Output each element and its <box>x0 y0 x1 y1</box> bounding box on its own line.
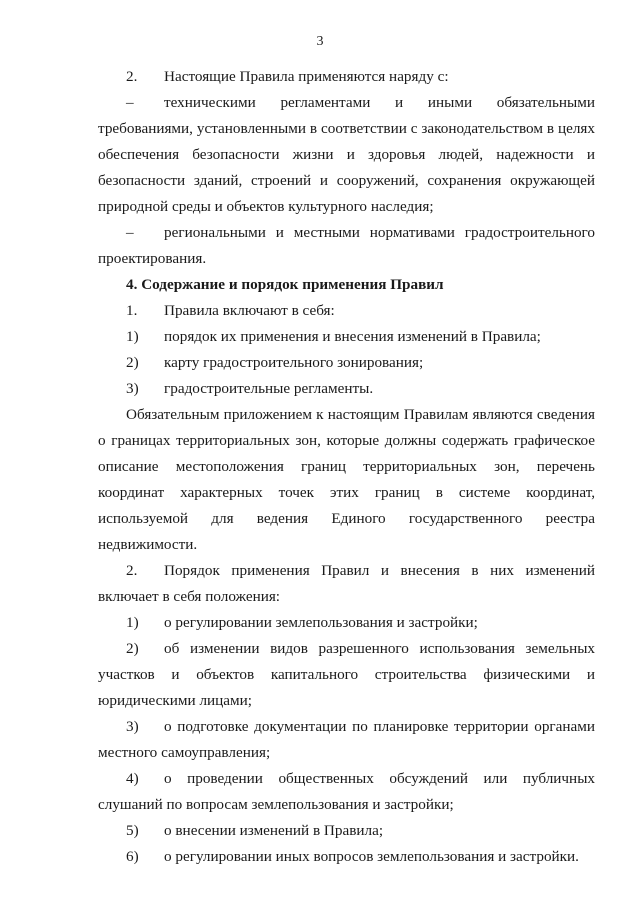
item-number: 2) <box>126 354 139 371</box>
item-number: 2. <box>126 68 138 85</box>
item-text: техническими регламентами и иными обязательными требованиями, установленными в соответствии с законодательством в целях обеспечения безопасности жизни и здоровья людей, надежности и безопасности зданий, строений и сооружений, сохранения окружающей природной среды и объектов культурного наследия; <box>98 94 595 215</box>
dash-marker: – <box>126 94 134 111</box>
item-number: 1) <box>126 614 139 631</box>
list-item <box>98 610 595 636</box>
item-text: об изменении видов разрешенного использования земельных участков и объектов капитального строительства физическими и юридическими лицами; <box>98 640 595 709</box>
list-item <box>98 220 595 272</box>
item-number: 3) <box>126 718 139 735</box>
section-heading: 4. Содержание и порядок применения Правил <box>126 276 444 293</box>
item-text: Правила включают в себя: <box>164 302 335 319</box>
item-text: о проведении общественных обсуждений или публичных слушаний по вопросам землепользования и застройки; <box>98 770 595 813</box>
annex-paragraph: Обязательным приложением к настоящим Правилам являются сведения о границах территориальных зон, которые должны содержать графическое описание местоположения границ территориальных зон, перечень координат характерных точек этих границ в системе координат, используемой для ведения Единого государственного реестра недвижимости. <box>98 406 595 553</box>
document-body <box>98 64 595 870</box>
item-number: 5) <box>126 822 139 839</box>
item-text: о регулировании землепользования и застройки; <box>164 614 478 631</box>
item-number: 1) <box>126 328 139 345</box>
page-number: 3 <box>316 34 324 49</box>
item-number: 6) <box>126 848 139 865</box>
list-item <box>98 558 595 610</box>
item-text: градостроительные регламенты. <box>164 380 374 397</box>
list-item <box>98 298 595 324</box>
list-item <box>98 324 595 350</box>
item-number: 2. <box>126 562 138 579</box>
list-item <box>98 766 595 818</box>
item-text: Порядок применения Правил и внесения в них изменений включает в себя положения: <box>98 562 595 605</box>
list-item <box>98 844 595 870</box>
list-item <box>98 376 595 402</box>
item-text: о внесении изменений в Правила; <box>164 822 384 839</box>
list-item <box>98 714 595 766</box>
list-item <box>98 636 595 714</box>
list-item <box>98 350 595 376</box>
item-number: 4) <box>126 770 139 787</box>
list-item <box>98 64 595 90</box>
list-item <box>98 818 595 844</box>
item-text: Настоящие Правила применяются наряду с: <box>164 68 449 85</box>
item-text: карту градостроительного зонирования; <box>164 354 424 371</box>
item-text: о подготовке документации по планировке территории органами местного самоуправления; <box>98 718 595 761</box>
item-text: о регулировании иных вопросов землепользования и застройки. <box>164 848 579 865</box>
item-text: региональными и местными нормативами градостроительного проектирования. <box>98 224 595 267</box>
item-number: 1. <box>126 302 138 319</box>
item-number: 3) <box>126 380 139 397</box>
dash-marker: – <box>126 224 134 241</box>
item-text: порядок их применения и внесения изменений в Правила; <box>164 328 541 345</box>
item-number: 2) <box>126 640 139 657</box>
list-item <box>98 90 595 220</box>
